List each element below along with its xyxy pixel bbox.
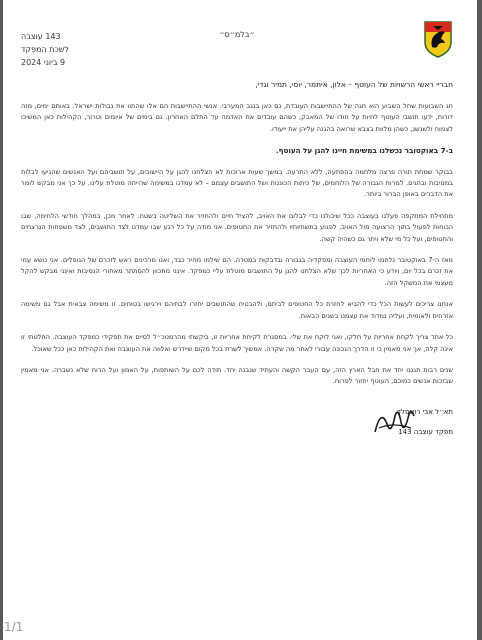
paragraph: אנחנו צריכים לעשות הכל כדי להביא לחזרת כל החטופים לביתם, ולהבטיח שהתושבים יחזרו לבתיהם וירגישו בטוחים. זו משימה צבאית אבל גם משימה אזרחית ולאומית, ועליה נמדוד את עצמנו בשנים הבאות.: [21, 300, 453, 320]
unit-number: 143 עוצבה: [21, 32, 61, 41]
unit-emblem-icon: [423, 20, 453, 58]
sender-block: [21, 30, 141, 69]
letter-header: [21, 10, 453, 80]
signer-title: מפקד עוצבה 143: [398, 427, 453, 436]
paragraph: מתחילת המתקפה פעלנו בעוצבה ככל שיכולנו כדי לבלום את האויב, להציל חיים ולהחזיר את השליטה בשטח. לאחר מכן, במהלך חודשי הלחימה, שבו הכוחות לפעול בתוך הרצועה מול האויב, לפגוע בתשתיותיו ולהחזיר את החטופים. אני מודה על כל רגע שבו עמדנו לצד התושבים, לצד משפחות הנרצחים והחטופים, ועל כל מי שלא ויתר גם כשהיה קשה.: [21, 211, 453, 243]
paragraph: חג השבועות שחל השבוע הוא חגה של ההתיישבות העובדת, גם כאן בנגב המערבי. אנשי ההתיישבות הם אלו שהתוו את גבולות ישראל. באותם ימים, מזה דורות, ידעו תושבי העוטף לחיות על חודו של המאבק, כשהם עובדים את האדמה עד התלם האחרון. גם בימים של איומים וטרור, הקהילות כאן המשיכו לצמוח ולשגשג, כשהן מלוות בצבא שרואה בהגנה עליהן את ייעודו.: [21, 102, 453, 133]
letter-date: 9 ביוני 2024: [21, 58, 66, 67]
paragraph: בבוקר שמחת תורה פרצה מלחמה בהפתעה, ללא התרעה. במשך שעות ארוכות לא הצלחנו להגן על היישובים, על תושביהם ועל האנשים שהגיעו לבלות במסיבות ובחגים. למרות הגבורה של הלוחמים, של כיתות הכוננות ושל התושבים עצמם – לא עמדנו במשימה שהייתה מוטלת עלינו. על כך אני מבקש לומר את הדברים באופן הברור ביותר.: [21, 167, 453, 199]
unit-office: לשכת המפקד: [21, 45, 69, 54]
classification-label: ״בלמ״ס״: [219, 30, 255, 39]
letter: [21, 10, 453, 442]
paragraph: שנים רבות תגננו יחד את חבל הארץ הזה, עם העבר הקשה והעתיד שנבנה יחד. תודה לכם על השותפות, על האמון ועל הרוח שלא נשברה. אני מאמין שבזכות אנשים כמוכם, העוטף יחזור לפרוח.: [21, 365, 453, 386]
signature-block: [21, 402, 453, 442]
paragraph: כל אחד צריך לקחת אחריות על חלקו, ואני לוקח את שלי. במסגרת לקיחת אחריות זו, ביקשתי מהרמטכ״ל לסיים את תפקידי כמפקד העוצבה. החלטתי זו אינה קלה, אך אני מאמין כי זו הדרך הנכונה עבורי לאחר מה שקרה. אמשיך לשרת בכל מקום שיידרש ואלווה את העוצבה ואת הקהילות כאן ככל שאוכל.: [21, 333, 453, 353]
handwritten-signature-icon: [371, 402, 417, 442]
signer-name: תא״ל אבי רוזנפלד: [397, 407, 453, 416]
paragraph-statement: ב-7 באוקטובר נכשלנו במשימת חיינו להגן על העוטף.: [275, 146, 453, 156]
recipients-line: חבריי ראשי הרשויות של העוטף – אלון, איתמר, יוסי, תמיר וגדי,: [255, 80, 453, 89]
document-page: [3, 0, 477, 640]
paragraph: מאז ה-7 באוקטובר נלחמו לוחמי העוצבה ומפקדיה בגבורה ובדבקות במטרה. הם שילמו מחיר כבד, ואנו מרכינים ראש לזכרם של הנופלים. אני נושא עמי את זכרם בכל יום, ויודע כי האחריות לכך שלא הצלחנו להגן על התושבים מוטלת עליי כמפקד. אינני מתכוון להסתתר מאחורי הנסיבות ואינני מבקש להקל מעצמי את המשקל הזה.: [21, 256, 453, 287]
page-indicator: 1/1: [4, 620, 24, 634]
